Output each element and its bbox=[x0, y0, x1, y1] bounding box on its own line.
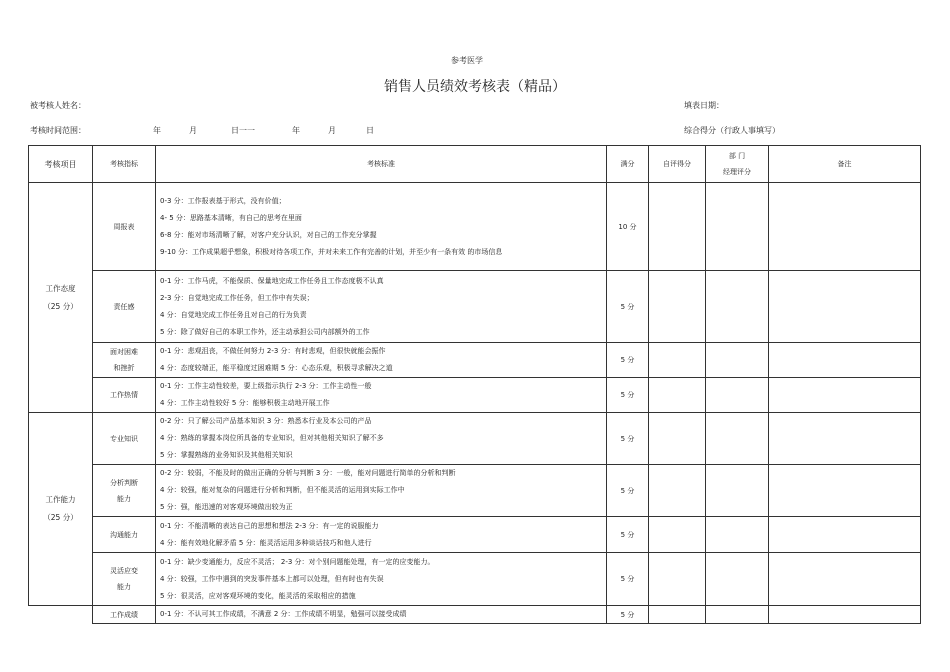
full-score-adaptability: 5 分 bbox=[607, 553, 649, 606]
self-score-cell[interactable] bbox=[649, 413, 706, 465]
table-row bbox=[29, 606, 921, 624]
criteria-results bbox=[156, 606, 607, 624]
criteria-communication bbox=[156, 517, 607, 553]
criteria-line: 4- 5 分：思路基本清晰，有自己的思考在里面 bbox=[160, 213, 302, 222]
table-row bbox=[29, 517, 921, 553]
criteria-line: 6-8 分：能对市场清晰了解，对客户充分认识，对自己的工作充分掌握 bbox=[160, 230, 377, 239]
indicator-setback-line1: 面对困难 bbox=[110, 348, 138, 356]
criteria-line: 0-2 分：只了解公司产品基本知识 3 分：熟悉本行业及本公司的产品 bbox=[160, 417, 372, 425]
indicator-setback-line2: 和挫折 bbox=[113, 364, 135, 372]
table-header-row bbox=[29, 146, 921, 183]
full-score-enthusiasm: 5 分 bbox=[607, 378, 649, 413]
dept-score-cell[interactable] bbox=[706, 413, 769, 465]
period-year-start: 年 bbox=[153, 126, 161, 135]
col-standard: 考核标准 bbox=[156, 146, 607, 183]
period-day-start: 日一一 bbox=[231, 126, 255, 135]
period-label: 考核时间范围： bbox=[30, 126, 86, 135]
full-score-analysis: 5 分 bbox=[607, 465, 649, 517]
dept-score-cell[interactable] bbox=[706, 553, 769, 606]
self-score-cell[interactable] bbox=[649, 517, 706, 553]
indicator-adaptability bbox=[93, 553, 156, 606]
criteria-analysis bbox=[156, 465, 607, 517]
remark-cell[interactable] bbox=[769, 553, 921, 606]
full-score-setback: 5 分 bbox=[607, 343, 649, 378]
self-score-cell[interactable] bbox=[649, 271, 706, 343]
criteria-line: 0-2 分：较弱，不能及时的做出正确的分析与判断 3 分：一般，能对问题进行简单的分析和判断 bbox=[160, 469, 456, 477]
criteria-weekly bbox=[156, 183, 607, 271]
total-score-label: 综合得分（行政人事填写） bbox=[684, 126, 780, 135]
remark-cell[interactable] bbox=[769, 271, 921, 343]
criteria-setback bbox=[156, 343, 607, 378]
criteria-line: 4 分：自觉地完成工作任务且对自己的行为负责 bbox=[160, 310, 307, 319]
category-attitude-score: （25 分） bbox=[43, 301, 78, 311]
reference-label: 参考医学 bbox=[451, 56, 483, 65]
criteria-line: 0-1 分：工作主动性较差，要上级指示执行 2-3 分：工作主动性一般 bbox=[160, 382, 372, 390]
dept-score-cell[interactable] bbox=[706, 343, 769, 378]
name-label: 被考核人姓名： bbox=[30, 101, 86, 110]
criteria-line: 0-1 分：不能清晰的表达自己的思想和想法 2-3 分：有一定的说服能力 bbox=[160, 521, 379, 530]
period-month-start: 月 bbox=[189, 126, 197, 135]
criteria-line: 0-1 分：悲观沮丧，不做任何努力 2-3 分：有时悲观，但很快就能会振作 bbox=[160, 347, 386, 355]
indicator-communication: 沟通能力 bbox=[93, 517, 156, 553]
dept-score-cell[interactable] bbox=[706, 271, 769, 343]
criteria-adaptability bbox=[156, 553, 607, 606]
remark-cell[interactable] bbox=[769, 517, 921, 553]
remark-cell[interactable] bbox=[769, 465, 921, 517]
col-full-score: 满分 bbox=[607, 146, 649, 183]
criteria-line: 5 分：强，能迅速的对客观环境做出较为正 bbox=[160, 503, 293, 511]
remark-cell[interactable] bbox=[769, 343, 921, 378]
category-attitude bbox=[29, 183, 93, 413]
criteria-line: 0-1 分：不认可其工作成绩，不满意 2 分：工作成绩不明显，勉强可以接受成绩 bbox=[160, 610, 407, 618]
criteria-line: 5 分：很灵活，应对客观环境的变化，能灵活的采取相应的措施 bbox=[160, 591, 356, 600]
col-dept-line1: 部 门 bbox=[728, 152, 746, 160]
full-score-knowledge: 5 分 bbox=[607, 413, 649, 465]
criteria-line: 0-1 分：工作马虎，不能保质、保量地完成工作任务且工作态度极不认真 bbox=[160, 276, 384, 285]
self-score-cell[interactable] bbox=[649, 606, 706, 624]
col-remark: 备注 bbox=[769, 146, 921, 183]
evaluation-table bbox=[28, 145, 921, 624]
empty-category-cell bbox=[29, 606, 93, 624]
remark-cell[interactable] bbox=[769, 378, 921, 413]
period-day-end: 日 bbox=[366, 126, 374, 135]
table-row bbox=[29, 343, 921, 378]
criteria-line: 4 分：工作主动性较好 5 分：能够积极主动地开展工作 bbox=[160, 399, 330, 407]
full-score-results: 5 分 bbox=[607, 606, 649, 624]
dept-score-cell[interactable] bbox=[706, 465, 769, 517]
col-self-score: 自评得分 bbox=[649, 146, 706, 183]
col-item: 考核项目 bbox=[29, 146, 93, 183]
indicator-knowledge: 专业知识 bbox=[93, 413, 156, 465]
criteria-responsibility bbox=[156, 271, 607, 343]
criteria-line: 0-1 分：缺少变通能力，反应不灵活； 2-3 分：对个别问题能处理，有一定的应变能力。 bbox=[160, 557, 435, 566]
period-month-end: 月 bbox=[328, 126, 336, 135]
criteria-knowledge bbox=[156, 413, 607, 465]
self-score-cell[interactable] bbox=[649, 465, 706, 517]
indicator-weekly: 周报表 bbox=[93, 183, 156, 271]
self-score-cell[interactable] bbox=[649, 183, 706, 271]
dept-score-cell[interactable] bbox=[706, 517, 769, 553]
criteria-line: 0-3 分：工作报表基于形式，没有价值； bbox=[160, 196, 286, 205]
criteria-line: 9-10 分：工作成果超乎想象，积极对待各项工作，并对未来工作有完善的计划，并至少有一条有效 的市场信息 bbox=[160, 247, 503, 256]
table-row bbox=[29, 271, 921, 343]
indicator-responsibility: 责任感 bbox=[93, 271, 156, 343]
indicator-results: 工作成绩 bbox=[93, 606, 156, 624]
criteria-line: 5 分：掌握熟练的业务知识及其他相关知识 bbox=[160, 451, 293, 459]
criteria-enthusiasm bbox=[156, 378, 607, 413]
criteria-line: 4 分：熟练的掌握本岗位所具备的专业知识，但对其他相关知识了解不多 bbox=[160, 434, 384, 442]
criteria-line: 4 分：能有效地化解矛盾 5 分：能灵活运用多种谈话技巧和他人进行 bbox=[160, 538, 372, 547]
self-score-cell[interactable] bbox=[649, 378, 706, 413]
remark-cell[interactable] bbox=[769, 606, 921, 624]
full-score-communication: 5 分 bbox=[607, 517, 649, 553]
indicator-analysis-line1: 分析判断 bbox=[110, 478, 138, 487]
self-score-cell[interactable] bbox=[649, 343, 706, 378]
period-year-end: 年 bbox=[292, 126, 300, 135]
fill-date-label: 填表日期： bbox=[684, 101, 724, 110]
indicator-setback bbox=[93, 343, 156, 378]
criteria-line: 4 分：较强，工作中遇到的突发事件基本上都可以处理，但有时也有失误 bbox=[160, 574, 384, 583]
criteria-line: 4 分：较强，能对复杂的问题进行分析和判断，但不能灵活的运用到实际工作中 bbox=[160, 486, 405, 494]
dept-score-cell[interactable] bbox=[706, 606, 769, 624]
category-attitude-name: 工作态度 bbox=[45, 283, 76, 293]
category-ability bbox=[29, 413, 93, 606]
indicator-enthusiasm: 工作热情 bbox=[93, 378, 156, 413]
criteria-line: 4 分：态度较端正，能平稳度过困难期 5 分：心态乐观，积极寻求解决之道 bbox=[160, 364, 393, 372]
table-row bbox=[29, 465, 921, 517]
full-score-responsibility: 5 分 bbox=[607, 271, 649, 343]
indicator-adaptability-line2: 能力 bbox=[117, 583, 131, 591]
category-ability-score: （25 分） bbox=[43, 513, 78, 522]
col-dept-line2: 经理评分 bbox=[723, 168, 751, 176]
table-row bbox=[29, 183, 921, 271]
table-row bbox=[29, 413, 921, 465]
self-score-cell[interactable] bbox=[649, 553, 706, 606]
table-row bbox=[29, 553, 921, 606]
category-ability-name: 工作能力 bbox=[45, 495, 76, 504]
col-indicator: 考核指标 bbox=[93, 146, 156, 183]
full-score-weekly: 10 分 bbox=[607, 183, 649, 271]
criteria-line: 5 分：除了做好自己的本职工作外，还主动承担公司内部额外的工作 bbox=[160, 327, 370, 336]
dept-score-cell[interactable] bbox=[706, 378, 769, 413]
indicator-analysis bbox=[93, 465, 156, 517]
dept-score-cell[interactable] bbox=[706, 183, 769, 271]
table-row bbox=[29, 378, 921, 413]
remark-cell[interactable] bbox=[769, 413, 921, 465]
remark-cell[interactable] bbox=[769, 183, 921, 271]
criteria-line: 2-3 分：自觉地完成工作任务，但工作中有失误； bbox=[160, 293, 314, 302]
indicator-adaptability-line1: 灵活应变 bbox=[110, 567, 138, 575]
page-title: 销售人员绩效考核表（精品） bbox=[384, 79, 566, 95]
indicator-analysis-line2: 能力 bbox=[117, 494, 131, 503]
col-dept-score bbox=[706, 146, 769, 183]
